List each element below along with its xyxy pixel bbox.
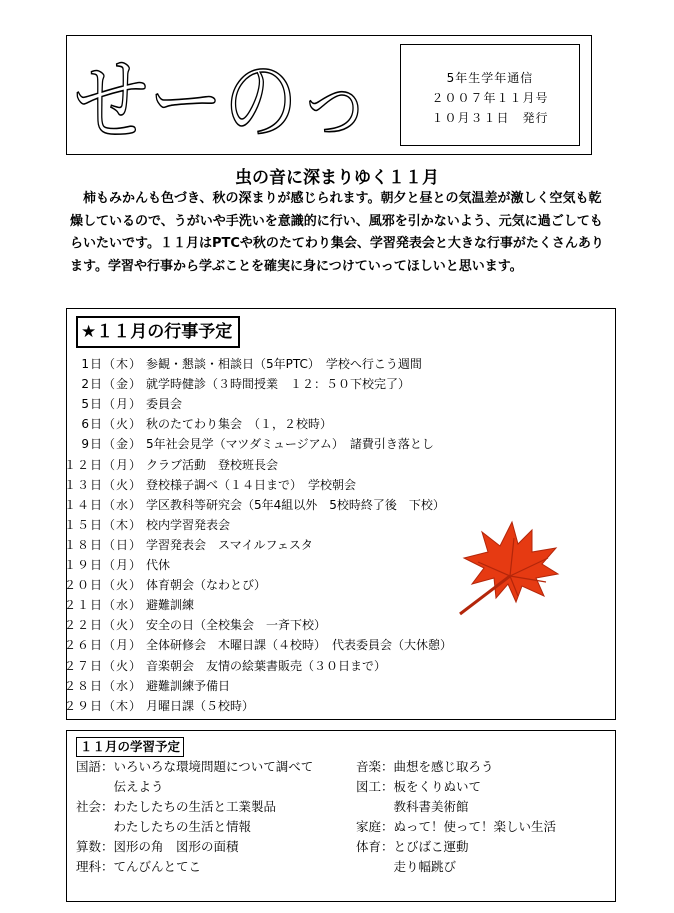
study-item: わたしたちの生活と情報 [76, 819, 252, 834]
event-date: ２８日（水） [63, 678, 142, 693]
logo-text: せーのっ [74, 48, 372, 155]
study-item: 家庭：ぬって！使って！楽しい生活 [356, 819, 557, 834]
event-date: ２２日（火） [63, 618, 142, 633]
study-item: 国語：いろいろな環境問題について調べて [76, 759, 314, 774]
event-date: １８日（日） [63, 537, 142, 552]
event-date: ２１日（水） [63, 598, 142, 613]
study-item: 音楽：曲想を感じ取ろう [356, 759, 494, 774]
info-line: ２００７年１１月号 [431, 91, 549, 105]
event-text: 学習発表会 スマイルフェスタ [146, 537, 313, 552]
events-title: ★１１月の行事予定 [76, 316, 240, 348]
event-date: 5日（月） [81, 397, 142, 412]
event-row [52, 595, 194, 615]
event-text: 5年社会見学（マツダミュージアム） 諸費引き落とし [146, 437, 434, 452]
event-text: 学区教科等研究会（5年4組以外 5校時終了後 下校） [146, 497, 445, 512]
info-line: １０月３１日 発行 [431, 111, 549, 125]
study-item: 走り幅跳び [356, 859, 457, 874]
event-date: 1日（木） [81, 357, 142, 371]
event-row [52, 535, 313, 555]
study-item: 図工：板をくりぬいて [356, 779, 482, 794]
event-date: ２９日（木） [63, 698, 142, 713]
event-date: １５日（木） [63, 517, 142, 532]
event-date: ２０日（火） [63, 578, 142, 593]
study-title: １１月の学習予定 [76, 737, 184, 757]
event-row [52, 635, 452, 655]
event-text: 避難訓練 [146, 598, 195, 613]
event-row [52, 575, 266, 595]
study-item: 算数：図形の角 図形の面積 [76, 839, 239, 854]
event-row [52, 615, 326, 635]
event-row [52, 696, 254, 716]
event-date: ２７日（火） [63, 658, 142, 673]
study-item: 伝えよう [76, 779, 164, 794]
event-text: 安全の日（全校集会 一斉下校） [146, 618, 327, 633]
event-text: 体育朝会（なわとび） [146, 578, 267, 593]
event-row [52, 475, 356, 495]
event-row [52, 394, 182, 414]
event-row [52, 354, 422, 374]
study-item: 社会：わたしたちの生活と工業製品 [76, 799, 277, 814]
event-date: 2日（金） [81, 377, 142, 392]
event-row [52, 515, 230, 535]
headline: 虫の音に深まりゆく１１月 [235, 168, 439, 188]
event-row [52, 455, 278, 475]
event-row [52, 656, 386, 676]
event-text: 就学時健診（３時間授業 １２：５０下校完了） [146, 377, 411, 392]
study-item: 理科：てんびんとてこ [76, 859, 202, 874]
event-text: 避難訓練予備日 [146, 678, 231, 693]
study-item: 体育：とびばこ運動 [356, 839, 469, 854]
study-item: 教科書美術館 [356, 799, 469, 814]
issue-info-box [400, 44, 580, 146]
intro-paragraph [70, 188, 610, 278]
event-row [52, 434, 434, 454]
event-date: １２日（月） [63, 457, 142, 472]
event-text: クラブ活動 登校班長会 [146, 457, 279, 472]
event-row [52, 555, 170, 575]
event-text: 秋のたてわり集会 （１，２校時） [146, 417, 333, 432]
intro-text: 柿もみかんも色づき、秋の深まりが感じられます。朝夕と昼との気温差が激しく空気も乾燥しているので、うがいや手洗いを意識的に行い、風邪を引かないよう、元気に過ごしてもらいたいです。１１月はPTCや秋のたてわり集会、学習発表会と大きな行事がたくさんあります。学習や行事から学ぶことを確実に身につけていってほしいと思います。 [70, 191, 604, 274]
event-text: 代休 [146, 558, 171, 572]
event-row [52, 414, 332, 434]
event-text: 校内学習発表会 [146, 517, 231, 532]
event-date: ２６日（月） [63, 638, 142, 653]
event-date: 6日（火） [81, 417, 142, 432]
event-text: 委員会 [146, 397, 183, 412]
event-text: 月曜日課（５校時） [146, 698, 255, 713]
event-date: １９日（月） [63, 558, 142, 572]
event-text: 音楽朝会 友情の絵葉書販売（３０日まで） [146, 658, 387, 673]
event-row [52, 676, 230, 696]
event-date: １４日（水） [63, 497, 142, 512]
event-date: 9日（金） [81, 437, 142, 452]
event-date: １３日（火） [63, 477, 142, 492]
maple-leaf-icon [452, 518, 562, 618]
info-line: 5年生学年通信 [446, 71, 534, 85]
event-text: 登校様子調べ（１４日まで） 学校朝会 [146, 477, 357, 492]
event-row [52, 374, 410, 394]
event-text: 参観・懇談・相談日（5年PTC） 学校へ行こう週間 [146, 357, 422, 371]
newsletter-logo [74, 40, 374, 155]
event-row [52, 495, 445, 515]
event-text: 全体研修会 木曜日課（４校時） 代表委員会（大休憩） [146, 638, 453, 653]
